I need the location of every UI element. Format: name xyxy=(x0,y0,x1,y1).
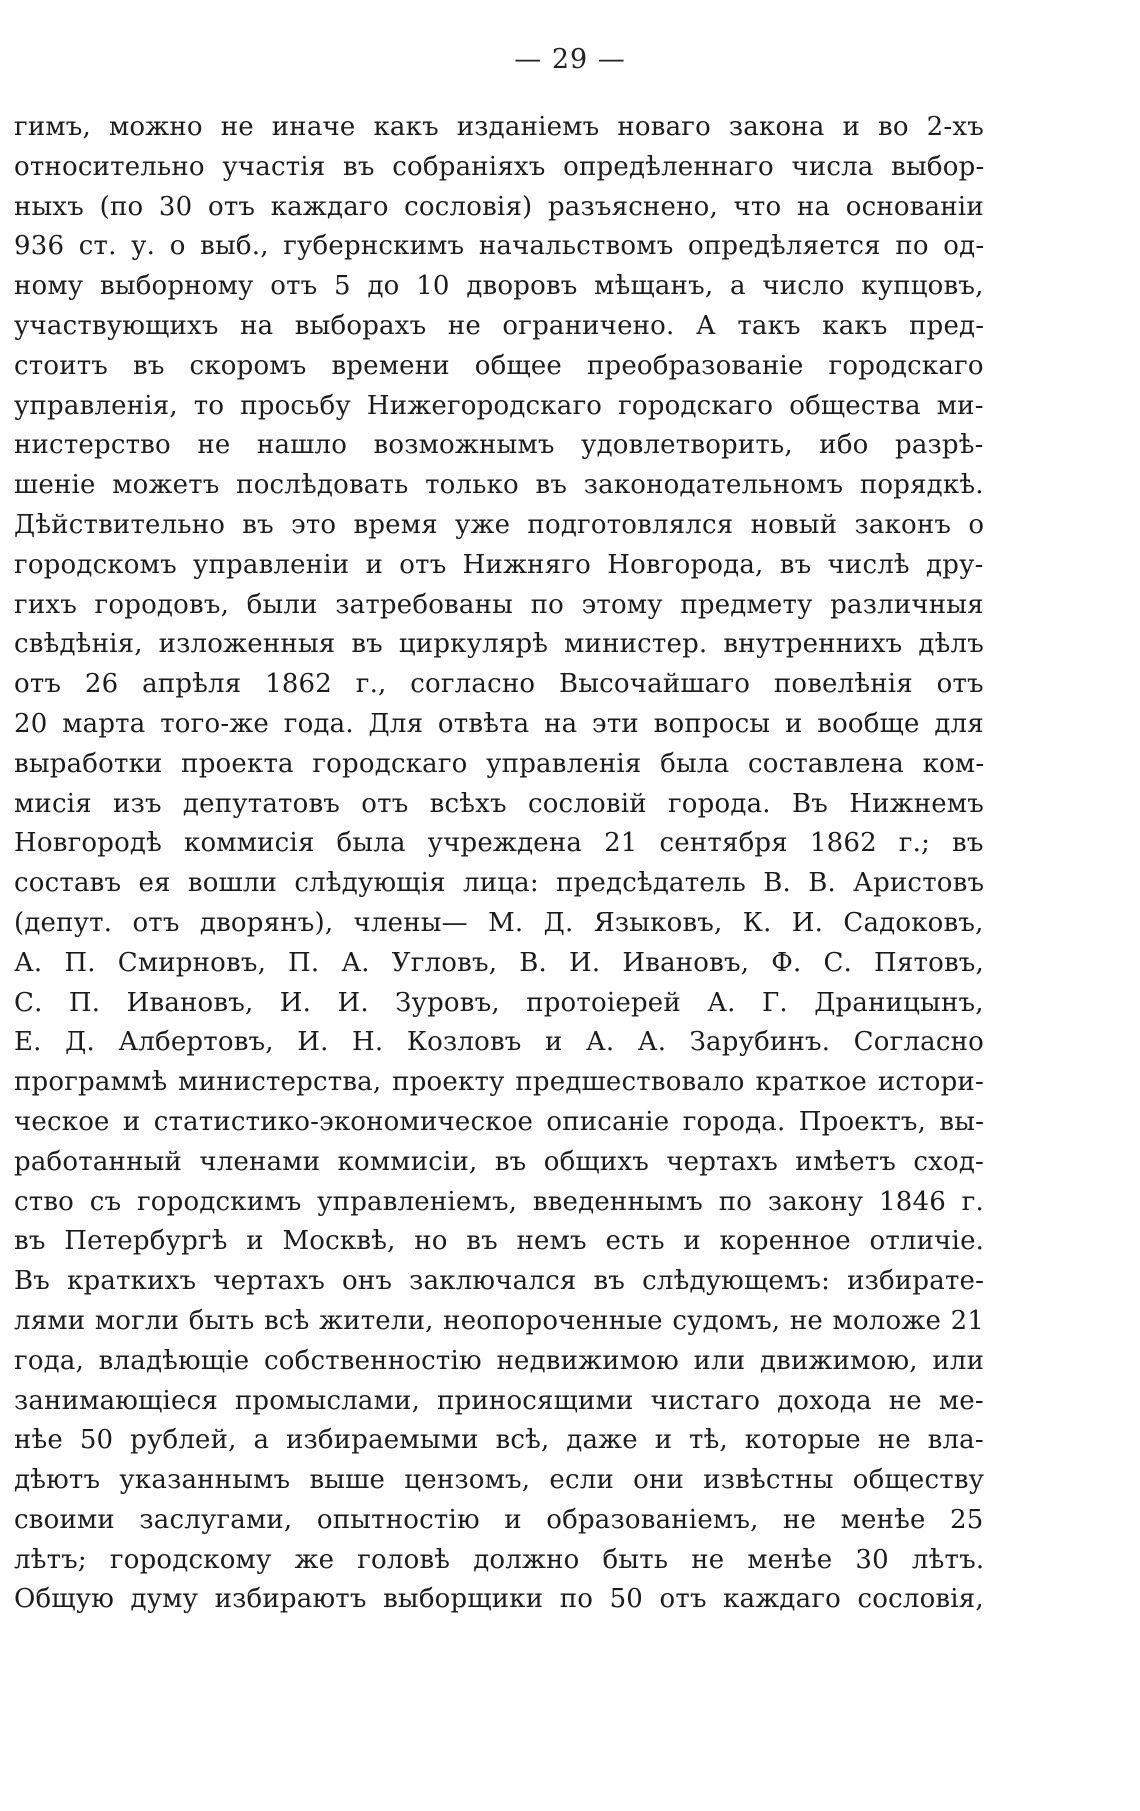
text-line: свѣдѣнія, изложенныя въ циркулярѣ министер. внутреннихъ дѣлъ xyxy=(14,629,984,660)
text-line: городскомъ управленіи и отъ Нижняго Новгорода, въ числѣ дру- xyxy=(14,549,984,580)
text-line: отъ 26 апрѣля 1862 г., согласно Высочайшаго повелѣнія отъ xyxy=(14,669,984,700)
text-line: управленія, то просьбу Нижегородскаго городскаго общества ми- xyxy=(14,390,984,421)
text-line: гимъ, можно не иначе какъ изданіемъ новаго закона и во 2-хъ xyxy=(14,112,984,142)
text-line: участвующихъ на выборахъ не ограничено. А такъ какъ пред- xyxy=(14,310,985,341)
text-line: выработки проекта городскаго управленія была составлена ком- xyxy=(14,748,985,779)
text-line: мисія изъ депутатовъ отъ всѣхъ сословій города. Въ Нижнемъ xyxy=(14,788,985,819)
text-line: ство съ городскимъ управленіемъ, введеннымъ по закону 1846 г. xyxy=(14,1186,984,1217)
text-line: въ Петербургѣ и Москвѣ, но въ немъ есть и коренное отличіе. xyxy=(14,1226,985,1257)
text-line: Е. Д. Албертовъ, И. Н. Козловъ и А. А. Зарубинъ. Согласно xyxy=(14,1027,984,1058)
text-line: (депут. отъ дворянъ), члены— М. Д. Языковъ, К. И. Садоковъ, xyxy=(14,907,984,938)
text-line: ческое и статистико-экономическое описаніе города. Проектъ, вы- xyxy=(14,1106,985,1137)
text-line: А. П. Смирновъ, П. А. Угловъ, В. И. Ивановъ, Ф. С. Пятовъ, xyxy=(14,947,985,978)
text-line: своими заслугами, опытностію и образованіемъ, не менѣе 25 xyxy=(14,1504,984,1535)
text-line: шеніе можетъ послѣдовать только въ законодательномъ порядкѣ. xyxy=(14,470,984,501)
text-line: Въ краткихъ чертахъ онъ заключался въ слѣдующемъ: избирате- xyxy=(14,1266,985,1297)
text-line: дѣютъ указаннымъ выше цензомъ, если они извѣстны обществу xyxy=(14,1465,985,1496)
text-line: программѣ министерства, проекту предшествовало краткое истори- xyxy=(14,1067,984,1098)
text-line: занимающіеся промыслами, приносящими чистаго дохода не ме- xyxy=(14,1385,984,1416)
text-line: лями могли быть всѣ жители, неопороченные судомъ, не моложе 21 xyxy=(14,1305,985,1336)
text-line: лѣтъ; городскому же головѣ должно быть не менѣе 30 лѣтъ. xyxy=(14,1544,985,1575)
text-line: нистерство не нашло возможнымъ удовлетворить, ибо разрѣ- xyxy=(14,430,984,461)
text-line: ному выборному отъ 5 до 10 дворовъ мѣщанъ, а число купцовъ, xyxy=(14,271,984,302)
text-line: Дѣйствительно въ это время уже подготовлялся новый законъ о xyxy=(14,509,985,540)
text-line: 936 ст. у. о выб., губернскимъ начальствомъ опредѣляется по од- xyxy=(14,231,985,262)
body-text xyxy=(14,108,984,1620)
text-line: относительно участія въ собраніяхъ опредѣленнаго числа выбор- xyxy=(14,151,985,182)
text-line: ныхъ (по 30 отъ каждаго сословія) разъяснено, что на основаніи xyxy=(14,191,984,222)
text-line: года, владѣющіе собственностію недвижимою или движимою, или xyxy=(14,1345,985,1376)
page-number: — 29 — xyxy=(514,44,626,75)
text-line: 20 марта того-же года. Для отвѣта на эти вопросы и вообще для xyxy=(14,708,984,739)
text-line: нѣе 50 рублей, а избираемыми всѣ, даже и тѣ, которые не вла- xyxy=(14,1425,984,1456)
text-line: составъ ея вошли слѣдующія лица: предсѣдатель В. В. Аристовъ xyxy=(14,868,985,899)
text-line: Новгородѣ коммисія была учреждена 21 сентября 1862 г.; въ xyxy=(14,828,984,859)
text-line: работанный членами коммисіи, въ общихъ чертахъ имѣетъ сход- xyxy=(14,1146,985,1177)
text-line: С. П. Ивановъ, И. И. Зуровъ, протоіерей А. Г. Драницынъ, xyxy=(14,987,984,1018)
text-line: гихъ городовъ, были затребованы по этому предмету различныя xyxy=(14,589,984,620)
text-line: стоитъ въ скоромъ времени общее преобразованіе городскаго xyxy=(14,350,984,381)
text-line: Общую думу избираютъ выборщики по 50 отъ каждаго сословія, xyxy=(14,1584,984,1615)
